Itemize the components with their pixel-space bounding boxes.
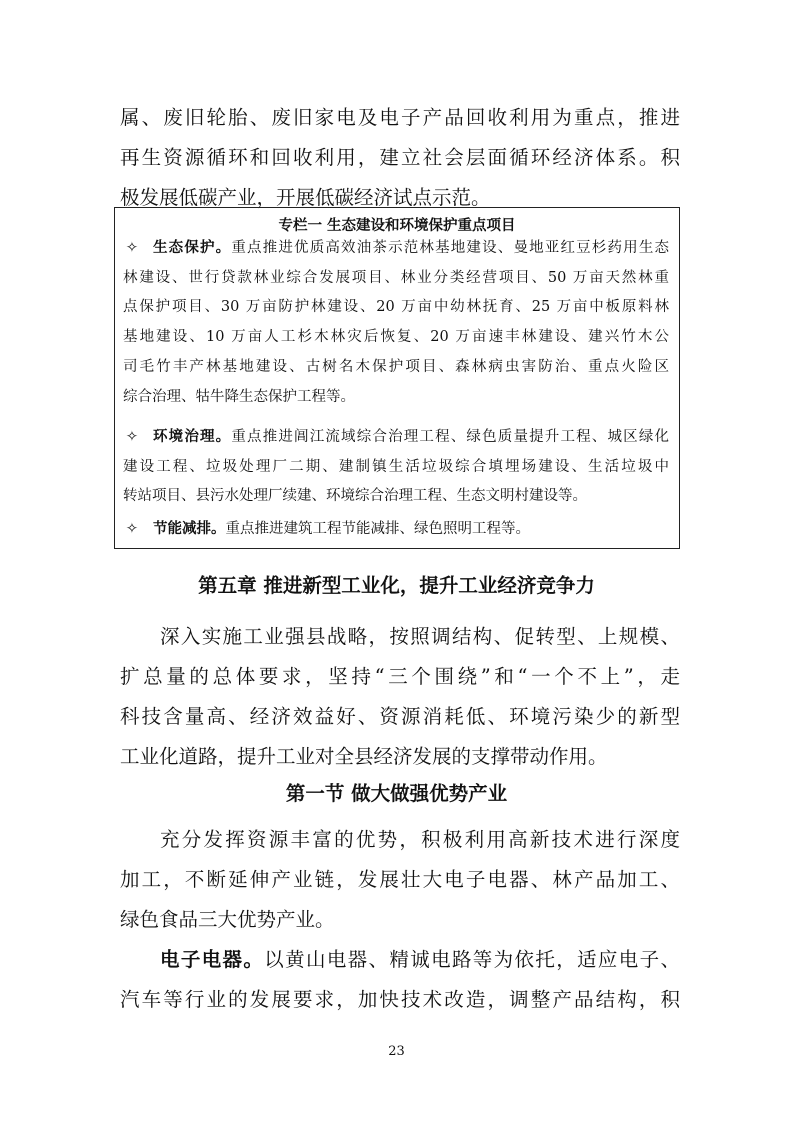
- diamond-bullet-icon: ✧: [125, 240, 139, 256]
- page-number: 23: [388, 1044, 405, 1059]
- paragraph-line: 极发展低碳产业，开展低碳经济试点示范。: [120, 186, 491, 209]
- diamond-bullet-icon: ✧: [125, 429, 139, 445]
- paragraph-line: 科技含量高、经济效益好、资源消耗低、环境污染少的新型: [120, 705, 680, 728]
- column-item-energy-saving: [123, 515, 669, 545]
- item-line: 重点推进优质高效油茶示范林基地建设、曼地亚红豆杉药用生态: [231, 240, 669, 256]
- item-heading: 环境治理。: [153, 429, 232, 445]
- paragraph-line: 充分发挥资源丰富的优势，积极利用高新技术进行深度: [160, 828, 680, 851]
- paragraph-line: 汽车等行业的发展要求，加快技术改造，调整产品结构，积: [120, 988, 680, 1011]
- top-paragraph: [120, 98, 680, 218]
- item-line: 基地建设、10 万亩人工杉木林灾后恢复、20 万亩速丰林建设、建兴竹木公: [123, 329, 669, 346]
- column-item-ecology: [123, 234, 669, 412]
- paragraph-line: 再生资源循环和回收利用，建立社会层面循环经济体系。积: [120, 146, 680, 169]
- paragraph-line: 工业化道路，提升工业对全县经济发展的支撑带动作用。: [120, 745, 608, 768]
- chapter-heading: 第五章 推进新型工业化，提升工业经济竞争力: [198, 574, 595, 597]
- item-line: 转站项目、县污水处理厂续建、环境综合治理工程、生态文明村建设等。: [123, 488, 587, 505]
- paragraph-line: 深入实施工业强县战略，按照调结构、促转型、上规模、: [160, 625, 680, 648]
- section-paragraph: [120, 820, 680, 940]
- item-heading: 节能减排。: [153, 521, 226, 537]
- item-line: 综合治理、牯牛降生态保护工程等。: [123, 388, 355, 405]
- paragraph-heading: 电子电器。: [160, 948, 265, 971]
- paragraph-line: 绿色食品三大优势产业。: [120, 908, 335, 931]
- electronics-paragraph: [120, 940, 680, 1020]
- chapter-paragraph: [120, 617, 680, 777]
- section-heading: 第一节 做大做强优势产业: [285, 782, 508, 805]
- paragraph-line: 以黄山电器、精诚电路等为依托，适应电子、: [264, 948, 680, 971]
- column-box: [114, 207, 680, 549]
- column-item-environment: [123, 423, 669, 512]
- item-heading: 生态保护。: [153, 240, 232, 256]
- paragraph-line: 加工，不断延伸产业链，发展壮大电子电器、林产品加工、: [120, 868, 680, 891]
- paragraph-line: 属、废旧轮胎、废旧家电及电子产品回收利用为重点，推进: [120, 106, 680, 129]
- paragraph-line: 扩总量的总体要求，坚持“三个围绕”和“一个不上”，走: [120, 665, 680, 688]
- item-line: 点保护项目、30 万亩防护林建设、20 万亩中幼林抚育、25 万亩中板原料林: [123, 299, 669, 316]
- item-line: 司毛竹丰产林基地建设、古树名木保护项目、森林病虫害防治、重点火险区: [123, 358, 669, 375]
- diamond-bullet-icon: ✧: [125, 521, 139, 537]
- item-line: 重点推进阊江流域综合治理工程、绿色质量提升工程、城区绿化: [231, 429, 669, 445]
- item-line: 建设工程、垃圾处理厂二期、建制镇生活垃圾综合填埋场建设、生活垃圾中: [123, 458, 669, 475]
- item-line: 重点推进建筑工程节能减排、绿色照明工程等。: [225, 521, 530, 537]
- item-line: 林建设、世行贷款林业综合发展项目、林业分类经营项目、50 万亩天然林重: [123, 269, 669, 286]
- column-box-title: 专栏一 生态建设和环境保护重点项目: [278, 218, 516, 234]
